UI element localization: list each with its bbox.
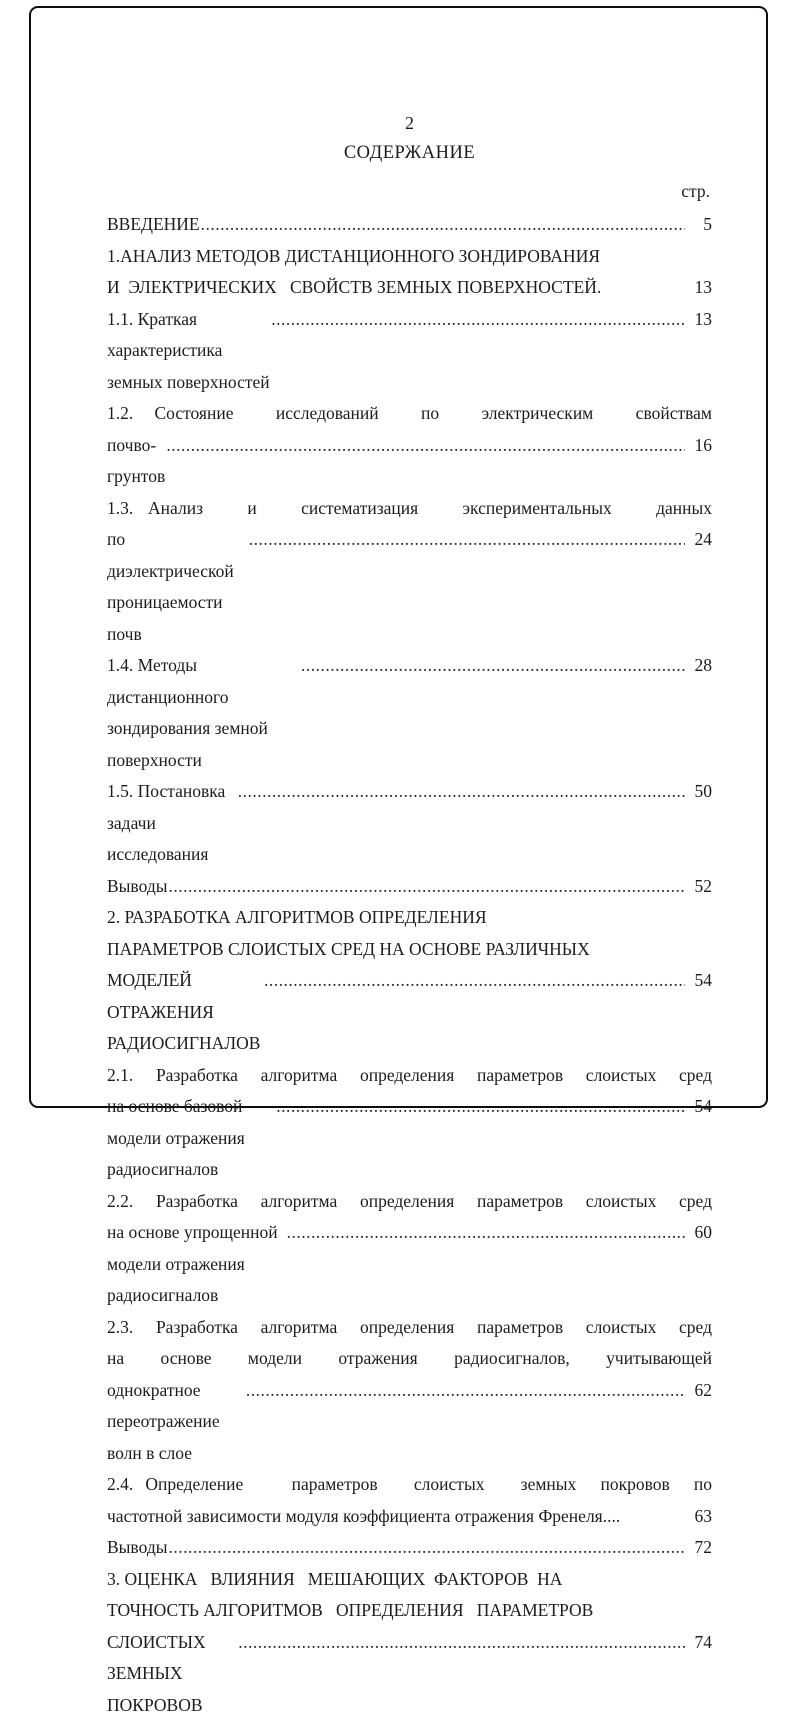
page-number: 2 (107, 112, 712, 134)
toc-page-number: 5 (688, 209, 712, 241)
toc-entry-text: по диэлектрической проницаемости почв (107, 524, 248, 650)
toc-entry-text: Выводы (107, 871, 167, 903)
toc-entry-text: однократное переотражение волн в слое (107, 1375, 245, 1470)
dot-leader (168, 871, 685, 903)
dot-leader (168, 1532, 685, 1564)
toc-entry-text: 1.1. Краткая характеристика земных поверхностей (107, 304, 270, 399)
toc-page-number: 28 (688, 650, 712, 682)
page-content (31, 8, 766, 1106)
toc-entry-text: МОДЕЛЕЙ ОТРАЖЕНИЯ РАДИОСИГНАЛОВ (107, 965, 263, 1060)
toc-line (107, 241, 712, 273)
toc-entry-text: Выводы (107, 1532, 167, 1564)
toc-entry-text: частотной зависимости модуля коэффициента отражения Френеля.... (107, 1501, 620, 1533)
toc-line (107, 1312, 712, 1344)
toc-list (107, 209, 712, 1721)
toc-line (107, 493, 712, 525)
page-column-label: стр. (107, 181, 712, 201)
toc-entry-text: ТОЧНОСТЬ АЛГОРИТМОВ ОПРЕДЕЛЕНИЯ ПАРАМЕТРОВ (107, 1595, 593, 1627)
toc-line (107, 209, 712, 241)
toc-line (107, 902, 712, 934)
toc-page-number: 16 (688, 430, 712, 462)
toc-line (107, 1217, 712, 1312)
toc-entry-text: 1.2. Состояние исследований по электрическим свойствам (107, 403, 712, 423)
toc-entry-text: на основе модели отражения радиосигналов, учитывающей (107, 1348, 712, 1368)
toc-entry-text: на основе упрощенной модели отражения радиосигналов (107, 1217, 286, 1312)
toc-line (107, 398, 712, 430)
toc-line (107, 871, 712, 903)
dot-leader (166, 430, 685, 462)
toc-page-number: 54 (688, 965, 712, 997)
dot-leader (201, 209, 685, 241)
toc-entry-text: 3. ОЦЕНКА ВЛИЯНИЯ МЕШАЮЩИХ ФАКТОРОВ НА (107, 1564, 562, 1596)
toc-page-number: 13 (688, 304, 712, 336)
toc-entry-text: ВВЕДЕНИЕ (107, 209, 200, 241)
toc-entry-text: 2. РАЗРАБОТКА АЛГОРИТМОВ ОПРЕДЕЛЕНИЯ (107, 902, 487, 934)
toc-entry-text: 1.4. Методы дистанционного зондирования земной поверхности (107, 650, 300, 776)
toc-entry-text: ПАРАМЕТРОВ СЛОИСТЫХ СРЕД НА ОСНОВЕ РАЗЛИЧНЫХ (107, 934, 590, 966)
toc-line (107, 1469, 712, 1501)
toc-entry-text: СЛОИСТЫХ ЗЕМНЫХ ПОКРОВОВ (107, 1627, 237, 1721)
dot-leader (301, 650, 685, 682)
toc-entry-text: 1.3. Анализ и систематизация экспериментальных данных (107, 498, 712, 518)
toc-page-number: 62 (688, 1375, 712, 1407)
toc-page-number: 60 (688, 1217, 712, 1249)
toc-line (107, 1375, 712, 1470)
toc-line (107, 304, 712, 399)
dot-leader (287, 1217, 685, 1249)
toc-line (107, 776, 712, 871)
toc-line (107, 430, 712, 493)
toc-line (107, 1627, 712, 1721)
dot-leader (238, 1627, 685, 1659)
toc-page-number: 50 (688, 776, 712, 808)
dot-leader (246, 1375, 685, 1407)
toc-page-number: 54 (688, 1091, 712, 1123)
toc-page-number: 74 (688, 1627, 712, 1659)
toc-entry-text: почво-грунтов (107, 430, 165, 493)
toc-page-number: 63 (688, 1501, 712, 1533)
toc-line (107, 965, 712, 1060)
page-title: СОДЕРЖАНИЕ (107, 142, 712, 164)
toc-page-number: 13 (688, 272, 712, 304)
dot-leader (238, 776, 685, 808)
toc-line (107, 272, 712, 304)
toc-line (107, 1060, 712, 1092)
toc-entry-text: на основе базовой модели отражения радиосигналов (107, 1091, 275, 1186)
dot-leader (271, 304, 685, 336)
toc-page-number: 72 (688, 1532, 712, 1564)
toc-line (107, 1595, 712, 1627)
toc-line (107, 1532, 712, 1564)
toc-line (107, 1186, 712, 1218)
toc-page-number: 52 (688, 871, 712, 903)
toc-line (107, 934, 712, 966)
toc-entry-text: 2.2. Разработка алгоритма определения параметров слоистых сред (107, 1191, 712, 1211)
toc-line (107, 1501, 712, 1533)
toc-entry-text: И ЭЛЕКТРИЧЕСКИХ СВОЙСТВ ЗЕМНЫХ ПОВЕРХНОСТЕЙ. (107, 272, 601, 304)
toc-entry-text: 2.1. Разработка алгоритма определения параметров слоистых сред (107, 1065, 712, 1085)
toc-line (107, 1564, 712, 1596)
scanned-page (29, 6, 768, 1108)
toc-line (107, 650, 712, 776)
toc-entry-text: 2.4. Определение параметров слоистых земных покровов по (107, 1474, 712, 1494)
toc-line (107, 1091, 712, 1186)
toc-line (107, 1343, 712, 1375)
dot-leader (249, 524, 685, 556)
toc-page-number: 24 (688, 524, 712, 556)
toc-line (107, 524, 712, 650)
toc-entry-text: 2.3. Разработка алгоритма определения параметров слоистых сред (107, 1317, 712, 1337)
toc-entry-text: 1.АНАЛИЗ МЕТОДОВ ДИСТАНЦИОННОГО ЗОНДИРОВАНИЯ (107, 241, 600, 273)
dot-leader (264, 965, 685, 997)
dot-leader (276, 1091, 685, 1123)
toc-entry-text: 1.5. Постановка задачи исследования (107, 776, 237, 871)
